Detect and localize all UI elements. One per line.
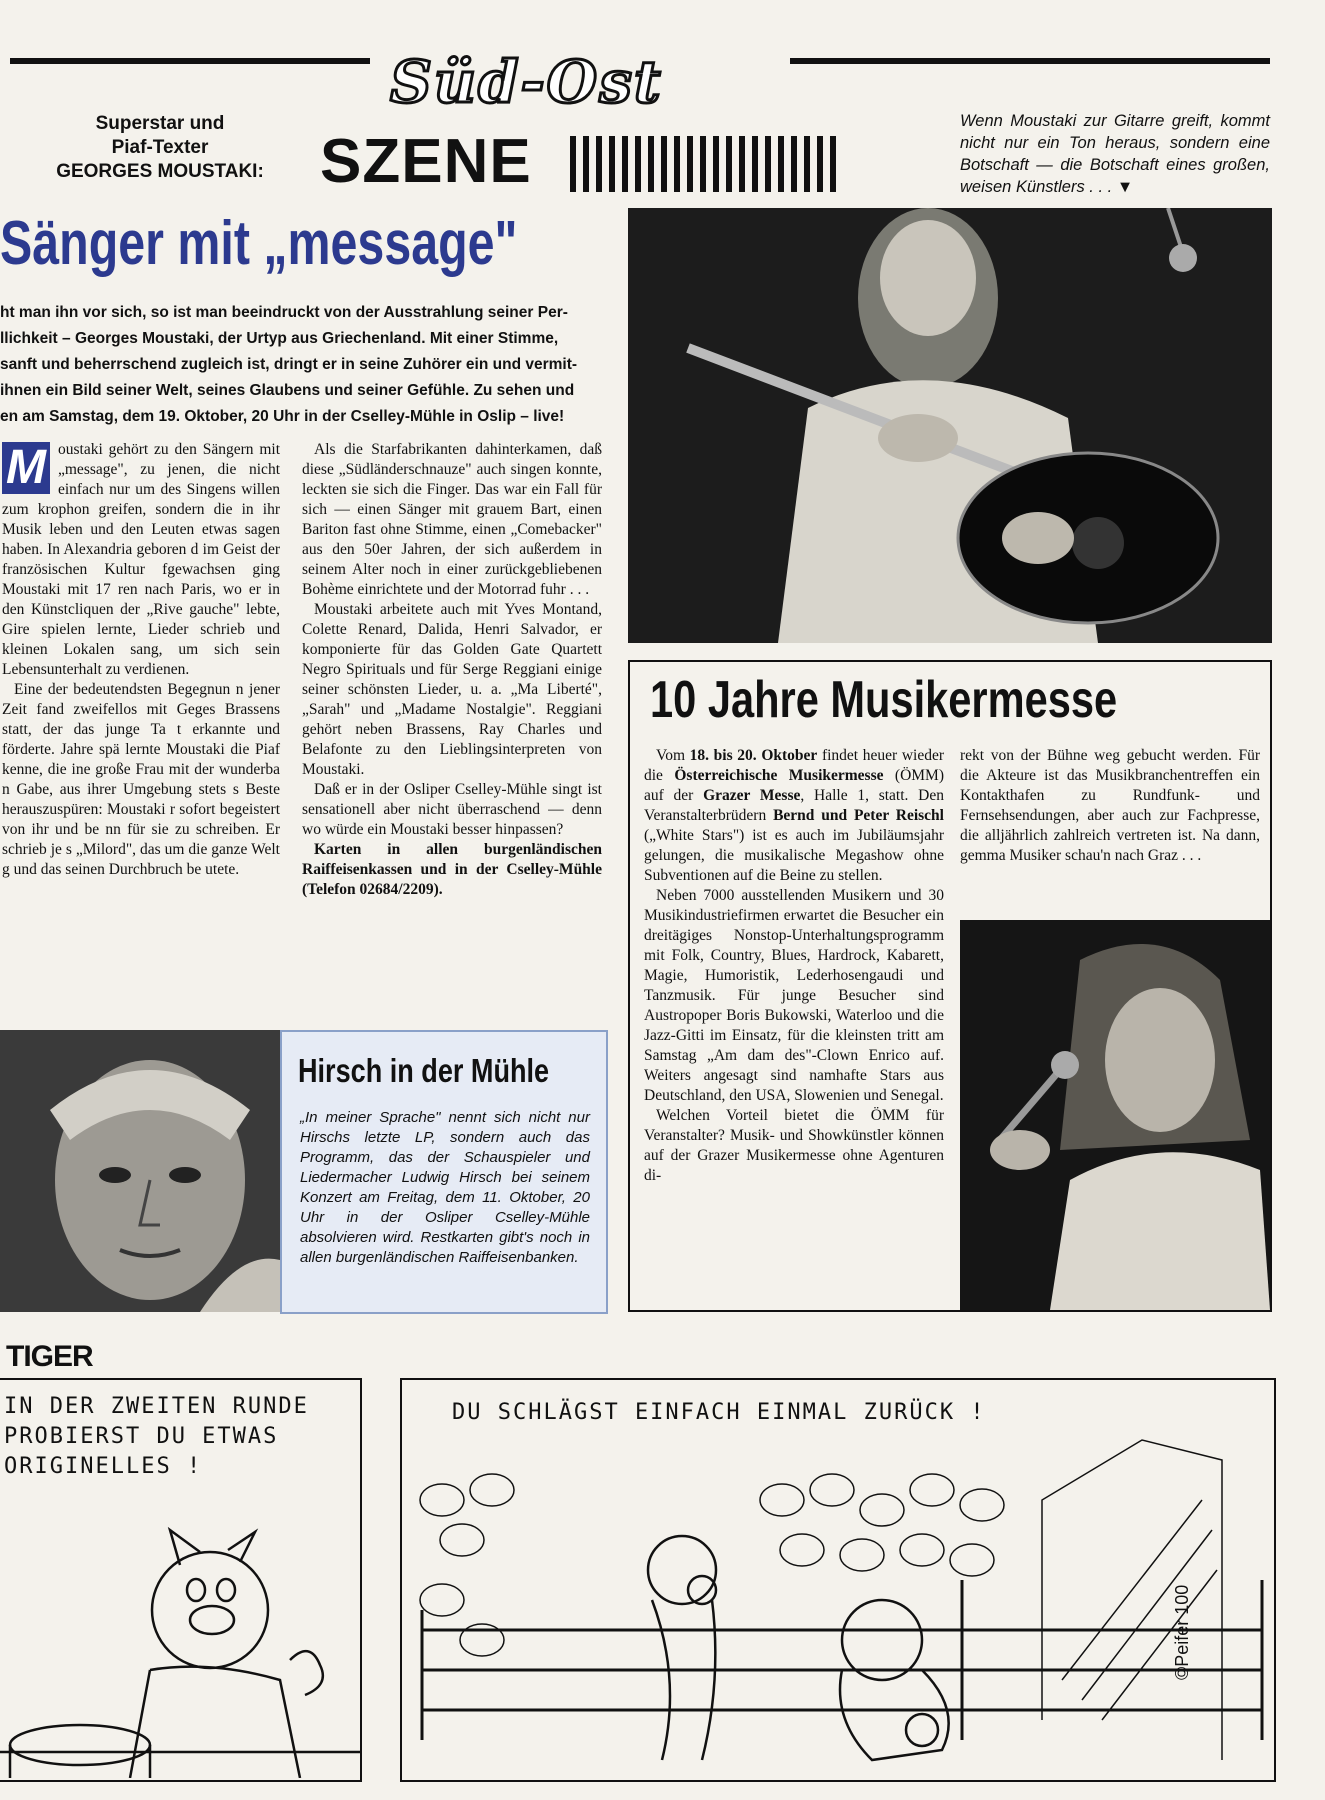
musikermesse-paragraph-3: Welchen Vorteil bietet die ÖMM für Veranstalter? Musik- und Showkünstler können auf der Grazer Musikermesse ohne Agenturen di- [644, 1107, 944, 1184]
masthead-bars [570, 136, 836, 192]
article1-paragraph-2: Eine der bedeutendsten Begegnun n jener Zeit fand zweifellos mit Geges Brassens statt, der das junge Ta t erkannte und förderte. Jahre spä lernte Moustaki die Piaf kenne, die ine große Frau mit der wunderba n Gabe, aus ihrer Umgebung stets s Beste herauszuspüren: Moustaki r sofort begeistert von ihr und be nn für sie zu schreiben. Er schrieb je s „Milord", das um die ganze Welt g und das seinen Durchbruch be utete. [2, 681, 280, 878]
kicker-line-3: GEORGES MOUSTAKI: [56, 161, 264, 182]
lead-line-5: en am Samstag, dem 19. Oktober, 20 Uhr in der Cselley-Mühle in Oslip – live! [0, 408, 565, 425]
article1-column-2 [302, 440, 602, 900]
comic-strip [0, 1340, 1275, 1780]
comic-panel-2 [400, 1378, 1276, 1782]
panel1-line-2: PROBIERST DU ETWAS [4, 1424, 279, 1449]
masthead-logo [320, 48, 930, 198]
deck-text: Wenn Moustaki zur Gitarre greift, kommt nicht nur ein Ton heraus, sondern eine Botschaft — die Botschaft eines großen, weisen Künstlers . . . ▼ [960, 112, 1270, 196]
panel1-line-1: IN DER ZWEITEN RUNDE [4, 1394, 309, 1419]
dropcap: M [2, 442, 50, 494]
tiger-drawing [0, 1490, 360, 1778]
guitarist-illustration [628, 208, 1272, 643]
article1-headline: Sänger mit „message" [0, 209, 518, 278]
lead-line-2: llichkeit – Georges Moustaki, der Urtyp aus Griechenland. Mit einer Stimme, [0, 330, 559, 347]
article1-ticket-info: Karten in allen burgenländischen Raiffeisenkassen und in der Cselley-Mühle (Telefon 02684/2209). [302, 841, 602, 898]
comic-title: TIGER [6, 1340, 93, 1373]
article1-paragraph-4: Moustaki arbeitete auch mit Yves Montand, Colette Renard, Dalida, Henri Salvador, er komponierte für das Golden Gate Quartett Negro Spirituals und für Serge Reggiani einige seiner schönsten Lieder, u. a. „Ma Liberté", „Sarah" und „Madame Nostalgie". Reggiani gehört neben Brassens, Ray Charles und Belafonte zu den Lieblingsinterpreten von Moustaki. [302, 601, 602, 778]
musikermesse-paragraph-2: Neben 7000 ausstellenden Musikern und 30 Musikindustriefirmen erwartet die Besucher ein dreitägiges Nonstop-Unterhaltungsprogramm mit Folk, Country, Blues, Hardrock, Kabarett, Magie, Humoristik, Lederhosengaudi und Tanzmusik. Für junge Besucher sind Austropoper Boris Bukowski, Waterloo und die Jazz-Gitti im Einsatz, für die kleinsten tritt am Samstag „Am dam des"-Clown Enrico auf. Weiters angesagt sind namhafte Stars aus Deutschland, den USA, Slowenien und Senegal. [644, 887, 944, 1104]
kicker-line-2: Piaf-Texter [111, 137, 209, 158]
singer-illustration [960, 920, 1270, 1310]
article1-paragraph-1: oustaki gehört zu den Sängern mit „message", zu jenen, die nicht einfach nur um des Singens willen zum krophon greifen, sondern die in ihr Musik leben und den Leuten etwas sagen haben. In Alexandria geboren d im Geist der französischen Kultur fgewachsen ging Moustaki mit 17 ren nach Paris, wo er in den Künstcliquen der „Rive gauche" lebte, Gire spielen lernte, Lieder schrieb und kleinen Lokalen sang, um sich sein Lebensunterhalt zu verdienen. [2, 441, 280, 678]
lead-line-4: ihnen ein Bild seiner Welt, seines Glaubens und seiner Gefühle. Zu sehen und [0, 382, 575, 399]
musikermesse-paragraph-1: Vom 18. bis 20. Oktober findet heuer wieder die Österreichische Musikermesse (ÖMM) auf der Grazer Messe, Halle 1, statt. Den Veranstalterbrüdern Bernd und Peter Reischl („White Stars") ist es auch im Jubiläumsjahr gelungen, die musikalische Megashow ohne Subventionen auf die Beine zu stellen. [644, 747, 944, 884]
masthead-rule-left [10, 58, 370, 64]
lead-line-3: sanft und beherrschend zugleich ist, dringt er in seine Zuhörer ein und vermit- [0, 356, 578, 373]
hirsch-headline: Hirsch in der Mühle [298, 1052, 550, 1089]
masthead-line-2: SZENE [320, 127, 532, 196]
musikermesse-column-2 [960, 746, 1260, 866]
musikermesse-paragraph-4: rekt von der Bühne weg gebucht werden. Für die Akteure ist das Musikbranchentreffen ein Kontakthafen zu Rundfunk- und Fernsehsendungen, aber auch zur Fachpresse, die alljährlich zahlreich vertreten ist. Na dann, gemma Musiker schau'n nach Graz . . . [960, 747, 1260, 864]
musikermesse-headline: 10 Jahre Musikermesse [650, 671, 1118, 729]
comic-signature: ©Peifer 100 [1172, 1584, 1192, 1680]
masthead-line-1: Süd-Ost [390, 48, 663, 116]
hirsch-photo [0, 1030, 280, 1312]
moustaki-photo [628, 208, 1272, 643]
panel2-speech: DU SCHLÄGST EINFACH EINMAL ZURÜCK ! [452, 1400, 986, 1425]
article1-paragraph-3: Als die Starfabrikanten dahinterkamen, daß diese „Südländerschnauze" auch singen konnte, leckten sie sich die Finger. Das war ein Fall für sich — einen Sänger mit grauem Bart, einen Bariton fast ohne Stimme, einen „Comebacker" aus den 50er Jahren, der sich außerdem in seinem Alter noch in einer zurückgebliebenen Bohème einrichtete und der Motorrad fuhr . . . [302, 441, 602, 598]
comic-panel-1 [0, 1378, 362, 1782]
article1-paragraph-5: Daß er in der Osliper Cselley-Mühle singt ist sensationell aber nicht überraschend — denn wo würde ein Moustaki besser hinpassen? [302, 781, 602, 838]
kicker-line-1: Superstar und [95, 113, 225, 134]
musikermesse-column-1 [644, 746, 944, 1186]
musikermesse-box [628, 660, 1272, 1312]
boxing-ring-drawing [402, 1380, 1274, 1780]
hirsch-portrait [0, 1030, 280, 1312]
article1-lead [0, 300, 610, 430]
lead-line-1: ht man ihn vor sich, so ist man beeindruckt von der Ausstrahlung seiner Per- [0, 304, 568, 321]
article1-column-1 [2, 440, 280, 880]
panel1-speech [4, 1392, 309, 1482]
singer-photo [960, 920, 1270, 1310]
hirsch-box [280, 1030, 608, 1314]
kicker [40, 112, 280, 184]
panel1-line-3: ORIGINELLES ! [4, 1454, 203, 1479]
hirsch-text: „In meiner Sprache" nennt sich nicht nur Hirschs letzte LP, sondern auch das Programm, das der Schauspieler und Liedermacher Ludwig Hirsch bei seinem Konzert am Freitag, dem 11. Oktober, 20 Uhr in der Osliper Cselley-Mühle absolvieren wird. Restkarten gibt's noch in allen burgenländischen Raiffeisenbanken. [300, 1109, 590, 1266]
